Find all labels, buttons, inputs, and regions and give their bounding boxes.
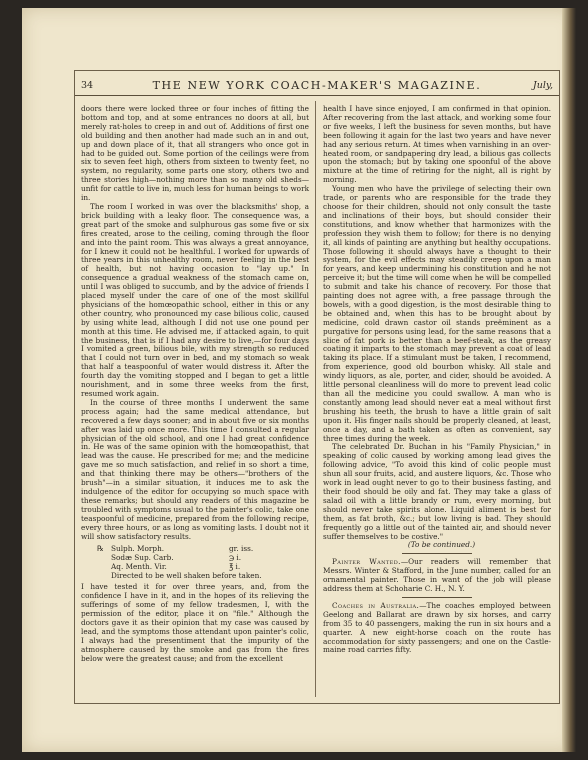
- issue-month: July,: [532, 80, 553, 91]
- notice-heading: Coaches in Australia.: [332, 600, 420, 610]
- recipe-symbol: ℞: [97, 544, 104, 554]
- magazine-title: THE NEW YORK COACH-MAKER'S MAGAZINE.: [152, 79, 482, 92]
- notice-coaches-australia: [323, 602, 551, 655]
- to-be-continued: (To be continued.): [407, 540, 476, 550]
- paragraph: In the course of three months I underwent the same process again; had the same medical attendance, but recovered a few days sooner; and in about five or six months after was laid up once more. This time I consulted a regular physician of the old school, and one I had great confidence in. He was of the same opinion with the homœopathist, that lead was the cause. He prescribed for me; and the medicine gave me so much satisfaction, and relief in so short a time, and that thinking there may be others—"brothers of the brush"—in a similar situation, it induces me to ask the indulgence of the editor for occupying so much space with these remarks; but should any readers of this magazine be troubled with symptoms usual to the painter's colic, take one teaspoonful of medicine, prepared from the following recipe, every three hours, or as long as vomiting lasts. I doubt not it will show satisfactory results.: [81, 397, 309, 541]
- recipe-qty: gr. iss.: [229, 544, 254, 554]
- paragraph: The room I worked in was over the blacksmiths' shop, a brick building with a leaky floor. The consequence was, a great part of the smoke and sulphurous gas some five or six fires created, arose to the ceiling, coming through the floor and into the paint room. This was always a great annoyance, for I knew it could not be healthful. I worked for upwards of three years in this unhealthy room, never feeling in the best of health, but not having occasion to "lay up." In consequence a gradual weakness of the stomach came on, until I was obliged to succumb, and by the advice of friends I placed myself under the care of one of the most skillful physicians of the homœopathic school, either in this or any other country, who pronounced my case bilious colic, caused by using white lead, although I did not use one pound per month at this time. He advised me, if attacked again, to quit the business, that is if I had any desire to live,—for four days I vomited a green, bilious bile, with my strength so reduced that I could not turn over in bed, and my stomach so weak that half a teaspoonful of water would distress it. After the fourth day the vomiting stopped and I began to get a little nourishment, and in some three weeks from the first, resumed work again.: [81, 201, 309, 398]
- running-head: [75, 77, 559, 96]
- page-frame: [74, 70, 560, 704]
- paragraph: I have tested it for over three years, and, from the confidence I have in it, and in the hopes of its relieving the sufferings of some of my fellow tradesmen, I, with the permission of the editor, place it on "file." Although the doctors gave it as their opinion that my case was caused by lead, and the symptoms those attendant upon painter's colic, I always had the presentiment that the impurity of the atmosphere caused by the smoke and gas from the fires below were the greatest cause; and from the excellent: [81, 582, 309, 663]
- recipe-row: [97, 553, 309, 562]
- paragraph: Young men who have the privilege of selecting their own trade, or parents who are responsible for the trade they choose for their children, should not only consult the taste and inclinations of their boys, but should consider their constitutions, and know whether that harmonizes with the profession they wish them to follow; for there is no denying it, all kinds of painting are anything but healthy occupations. Those following it should always have a thought to their system, for the evil effects may steadily creep upon a man for years, and keep undermining his constitution and he not perceive it; but the time will come when he will be compelled to submit and take his chance of recovery. For those that painting does not agree with, a free passage through the bowels, with a good digestion, is the most desirable thing to be obtained and, when this has to be brought about by medicine, cold drawn castor oil stands preëminent as a purgative for persons using lead, for the same reasons that a slice of fat pork is better than a beef-steak, as the greasy coating it imparts to the stomach may prevent a coat of lead taking its place. If a stimulant must be taken, I recommend, from experience, good old bourbon whisky. All stale and windy liquors, as ale, porter, and cider, should be avoided. A little personal cleanliness will do more to prevent lead colic than all the medicine you could swallow. A man who is constantly among lead should never eat a meal without first brushing his teeth, the brush to have a little grain of salt upon it. His finger nails should be properly cleaned, at least, once a day, and a bath taken as often as convenient, say three times during the week.: [323, 184, 551, 443]
- paragraph: health I have since enjoyed, I am confirmed in that opinion. After recovering from the last attack, and working some four or five weeks, I left the business for seven months, but have been following it again for the last two years and have never had any serious return. At times when varnishing in an over-heated room, or sandpapering dry lead, a bilious gas collects upon the stomach; but by taking one spoonful of the above mixture at the time of retiring for the night, all is right by morning.: [323, 104, 551, 185]
- recipe-qty: ℥ i.: [229, 562, 241, 572]
- column-divider: [315, 101, 316, 697]
- page-number: 34: [81, 80, 94, 91]
- book-page: [22, 8, 576, 752]
- recipe-row: [97, 562, 309, 571]
- left-column: [81, 105, 309, 664]
- recipe-item: Sulph. Morph.: [111, 544, 165, 554]
- recipe-note: Directed to be well shaken before taken.: [111, 571, 262, 581]
- section-rule: [402, 553, 472, 554]
- notice-heading: Painter Wanted.: [332, 557, 401, 567]
- recipe-item: Aq. Menth. Vir.: [111, 562, 167, 572]
- recipe-qty: ℈ i.: [229, 553, 242, 563]
- recipe-item: Sodæ Sup. Carb.: [111, 553, 174, 563]
- recipe-row: [97, 544, 309, 553]
- notice-body: —Our readers will remember that Messrs. Winter & Stafford, in the June number, called for an ornamental painter. Those in want of the job will please address them at Schoharie C. H., N. Y.: [323, 557, 551, 594]
- notice-painter-wanted: [323, 558, 551, 594]
- notice-body: —The coaches employed between Geelong and Ballarat are drawn by six horses, and carry from 35 to 40 passengers, making the run in six hours and a quarter. A new eight-horse coach on the route has accommodation for sixty passengers; and one on the Castle-maine road carries fifty.: [323, 600, 551, 655]
- right-column: [323, 105, 551, 655]
- section-rule: [402, 597, 472, 598]
- recipe: [97, 544, 309, 580]
- paragraph: The celebrated Dr. Buchan in his "Family Physician," in speaking of colic caused by working among lead gives the following advice, "To avoid this kind of colic people must shun all sour fruits, acid, and austere liquors, &c. Those who work in lead ought never to go to their business fasting, and their food should be oily and fat. They may take a glass of salad oil with a little brandy or rum, every morning, but should never take spirits alone. Liquid aliment is best for them, as fat broth, &c.; but low living is bad. They should frequently go a little out of the tainted air, and should never suffer themselves to be costive.": [323, 442, 551, 541]
- paragraph: doors there were locked three or four inches of fitting the bottom and top, and at some entrances no doors at all, but merely rat-holes to creep in and out of. Additions of first one old building and then another had made such an in and out, up and down place of it, that all strangers who once got in had to be guided out. Some portion of the ceilings were from six to seven feet high, others from sixteen to twenty feet, no system, no regularity, some parts one story, others two and three stories high—nothing more than so many old sheds—unfit for cattle to live in, much less for human beings to work in.: [81, 104, 309, 203]
- book-gutter: [562, 8, 576, 752]
